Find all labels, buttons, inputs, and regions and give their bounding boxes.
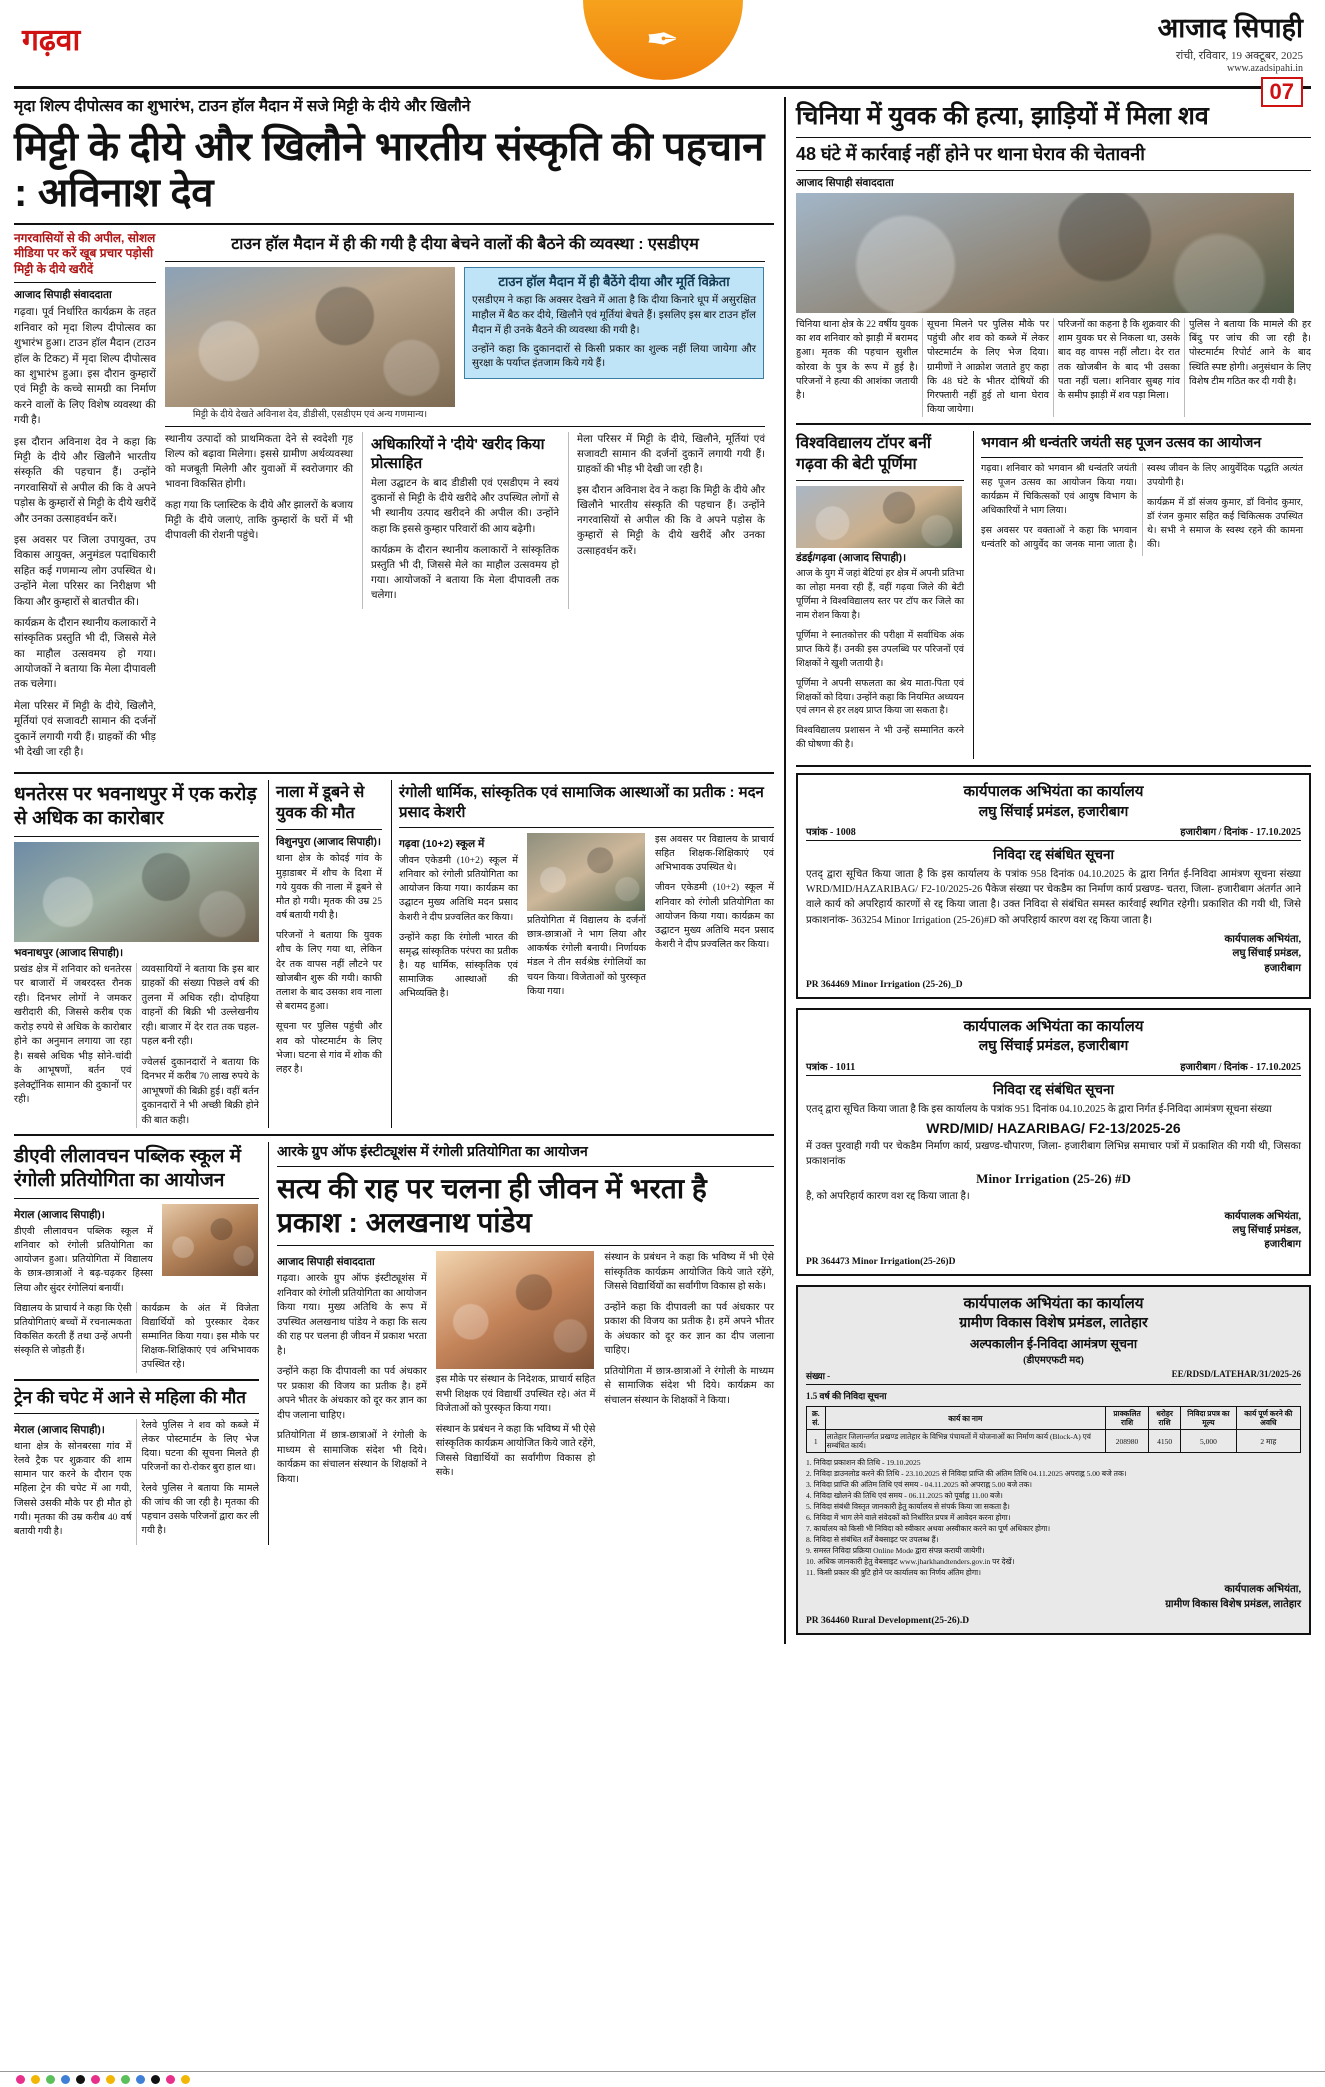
tender2-ref: पत्रांक - 1011 [806,1061,856,1073]
arke-para-3: प्रतियोगिता में छात्र-छात्राओं ने रंगोली के माध्यम से सामाजिक संदेश भी दिये। कार्यक्रम का संचालन संस्थान के शिक्षकों ने किया। [277,1430,427,1485]
lead-para-5: मेला परिसर में मिट्टी के दीये, खिलौने, मूर्तियां एवं सजावटी सामान की दर्जनों दुकानें लगायी गयी हैं। ग्राहकों की भीड़ भी देखी जा रही है। [14,700,156,759]
rangoli-headline: रंगोली धार्मिक, सांस्कृतिक एवं सामाजिक आस्थाओं का प्रतीक : मदन प्रसाद केशरी [399,784,764,821]
tender1-office-2: लघु सिंचाई प्रमंडल, हजारीबाग [978,802,1129,819]
arke-byline: आजाद सिपाही संवाददाता [277,1256,375,1269]
rangoli-para-4: इस अवसर पर विद्यालय के प्राचार्य सहित शिक्षक-शिक्षिकाएं एवं अभिभावक उपस्थित थे। [655,833,774,874]
note-8: 8. निविदा से संबंधित शर्तें वेबसाइट पर उपलब्ध हैं। [806,1535,939,1545]
vishwa-para-3: पूर्णिमा ने अपनी सफलता का श्रेय माता-पिता एवं शिक्षकों को दिया। उन्होंने कहा कि नियमित अध्ययन एवं लगन से हर लक्ष्य प्राप्त किया जा सकता है। [796,678,965,717]
th-4: निविदा प्रपत्र का मूल्य [1181,1407,1237,1430]
lead-para-2: इस दौरान अविनाश देव ने कहा कि मिट्टी के दीये और खिलौने भारतीय संस्कृति की पहचान हैं। उन्होंने नगरवासियों से अपील की कि वे अपने पड़ोस के कुम्हारों से मिट्टी के दीये खरीदें और उनका उत्साहवर्धन करें। [14,436,156,525]
note-2: 2. निविदा डाउनलोड करने की तिथि - 23.10.2025 से निविदा प्राप्ति की अंतिम तिथि 04.11.2025 अपराह्न 5.00 बजे तक। [806,1469,1127,1479]
vishwa-para-2: पूर्णिमा ने स्नातकोत्तर की परीक्षा में सर्वाधिक अंक प्राप्त किये हैं। उनकी इस उपलब्धि पर परिजनों एवं शिक्षकों ने खुशी जतायी है। [796,630,964,669]
tender-notice-table [796,1285,1311,1635]
arke-para-5: संस्थान के प्रबंधन ने कहा कि भविष्य में भी ऐसे सांस्कृतिक कार्यक्रम आयोजित किये जाते रहेंगे, जिससे विद्यार्थियों का सर्वांगीण विकास हो सके। [435,1423,596,1479]
tender2-pr: PR 364473 Minor Irrigation(25-26)D [806,1256,956,1267]
tender-notice-2 [796,1008,1311,1276]
registration-dot [61,2075,70,2084]
dhanteras-para-1: प्रखंड क्षेत्र में शनिवार को धनतेरस पर बाजारों में जबरदस्त रौनक रही। दिनभर लोगों ने जमकर खरीदारी की, जिससे करीब एक करोड़ रुपये से अधिक के कारोबार होने का अनुमान लगाया जा रहा है। सबसे अधिक भीड़ सोने-चांदी के आभूषणों, बर्तन एवं इलेक्ट्रॉनिक सामान की दुकानों पर रही। [14,963,132,1106]
note-9: 9. समस्त निविदा प्रक्रिया Online Mode द्वारा संपन्न करायी जायेगी। [806,1546,985,1556]
vishwa-para-4: विश्वविद्यालय प्रशासन ने भी उन्हें सम्मानित करने की घोषणा की है। [796,726,964,751]
train-para-1: थाना क्षेत्र के सोनबरसा गांव में रेलवे ट्रैक पर शुक्रवार की शाम सामान पार करने के दौरान एक महिला ट्रेन की चपेट में आ गयी, जिससे उसकी मौके पर ही मौत हो गयी। मृतका की उम्र करीब 40 वर्ष बतायी गयी है। [14,1440,132,1537]
rangoli-para-1: जीवन एकेडमी (10+2) स्कूल में शनिवार को रंगोली प्रतियोगिता का आयोजन किया गया। कार्यक्रम का उद्घाटन मुख्य अतिथि मदन प्रसाद केशरी ने दीप प्रज्वलित कर किया। [399,854,518,923]
dhanteras-para-2: व्यवसायियों ने बताया कि इस बार ग्राहकों की संख्या पिछले वर्ष की तुलना में अधिक रही। दोपहिया वाहनों की बिक्री भी उल्लेखनीय रही। बाजार में देर रात तक चहल-पहल बनी रही। [141,963,259,1048]
arke-para-4: इस मौके पर संस्थान के निदेशक, प्राचार्य सहित सभी शिक्षक एवं विद्यार्थी उपस्थित रहे। अंत में विजेताओं को पुरस्कृत किया गया। [435,1374,596,1415]
tender2-place-date: हजारीबाग / दिनांक - 17.10.2025 [1180,1061,1301,1073]
lead-tint-head: टाउन हॉल मैदान में ही बैठेंगे दीया और मूर्ति विक्रेता [498,273,730,289]
arke-para-2: उन्होंने कहा कि दीपावली का पर्व अंधकार पर प्रकाश की विजय का प्रतीक है। हमें अपने भीतर के अंधकार को दूर कर ज्ञान का दीप जलाना चाहिए। [277,1366,427,1421]
lead-third-head: अधिकारियों ने 'दीये' खरीद किया प्रोत्साहित [371,435,545,473]
registration-dot [151,2075,160,2084]
lead-byline: आजाद सिपाही संवाददाता [14,289,112,302]
chiniya-photo [796,193,1294,313]
lead-fourth-para-1: मेला परिसर में मिट्टी के दीये, खिलौने, मूर्तियां एवं सजावटी सामान की दर्जनों दुकानें लगायी गयी हैं। ग्राहकों की भीड़ भी देखी जा रही है। [577,433,765,476]
th-3: धरोहर राशि [1148,1407,1180,1430]
train-headline: ट्रेन की चपेट में आने से महिला की मौत [14,1387,246,1407]
td-0-2: 208980 [1106,1430,1149,1453]
registration-dot [106,2075,115,2084]
lead-side-para-1: स्थानीय उत्पादों को प्राथमिकता देने से स्वदेशी गृह शिल्प को बढ़ावा मिलेगा। इससे ग्रामीण अर्थव्यवस्था को मजबूती मिलेगी और युवाओं में स्वरोजगार की भावना विकसित होगी। [165,433,353,491]
arke-para-1: गढ़वा। आरके ग्रुप ऑफ इंस्टीट्यूशंस में शनिवार को रंगोली प्रतियोगिता का आयोजन किया गया। मुख्य अतिथि के रूप में उपस्थित अलखनाथ पांडेय ने कहा कि सत्य की राह पर चलना ही जीवन में प्रकाश भरता है। [277,1273,427,1357]
tender3-date-value: 1.5 वर्ष की निविदा सूचना [806,1391,887,1402]
th-5: कार्य पूर्ण करने की अवधि [1236,1407,1300,1430]
tender1-pr: PR 364469 Minor Irrigation (25-26)_D [806,979,963,990]
lower-row [14,1142,774,1545]
lead-para-4: कार्यक्रम के दौरान स्थानीय कलाकारों ने सांस्कृतिक प्रस्तुति भी दी, जिससे मेले का माहौल उत्सवमय हो गया। आयोजकों ने बताया कि मेला दीपावली तक चलेगा। [14,617,156,691]
td-0-5: 2 माह [1236,1430,1300,1453]
nala-headline: नाला में डूबने से युवक की मौत [276,784,365,822]
td-0-0: 1 [807,1430,826,1453]
masthead-title-block [1158,8,1303,107]
tender2-office-2: लघु सिंचाई प्रमंडल, हजारीबाग [978,1037,1129,1054]
masthead [14,0,1311,104]
dav-headline: डीएवी लीलावचन पब्लिक स्कूल में रंगोली प्रतियोगिता का आयोजन [14,1146,241,1191]
website-url: www.azadsipahi.in [1227,63,1303,74]
dav-photo [162,1204,258,1276]
story-chiniya [796,101,1311,417]
lead-photo-caption: मिट्टी के दीये देखते अविनाश देव, डीडीसी, एसडीएम एवं अन्य गणमान्य। [192,409,428,420]
dhanvantari-para-2: इस अवसर पर वक्ताओं ने कहा कि भगवान धन्वंतरि को आयुर्वेद का जनक माना जाता है। स्वस्थ जीवन के लिए आयुर्वेदिक पद्धति अत्यंत उपयोगी है। [981,464,1303,550]
arke-kicker: आरके ग्रुप ऑफ इंस्टीट्यूशंस में रंगोली प्रतियोगिता का आयोजन [277,1143,588,1160]
dhanvantari-para-1: गढ़वा। शनिवार को भगवान श्री धन्वंतरि जयंती सह पूजन उत्सव का आयोजन किया गया। कार्यक्रम में चिकित्सकों एवं आयुष विभाग के अधिकारियों ने भाग लिया। [981,464,1137,516]
main-column [14,97,774,1644]
story-dav [14,1142,259,1545]
tender-table [806,1406,1301,1453]
tender2-sign-3: हजारीबाग [1264,1239,1301,1251]
tender3-ref-label: संख्या - [806,1371,831,1382]
lead-third-para: मेला उद्घाटन के बाद डीडीसी एवं एसडीएम ने स्वयं दुकानों से मिट्टी के दीये खरीदे और उपस्थित लोगों से भी स्थानीय उत्पाद खरीदने की अपील की। उन्होंने कहा कि इससे कुम्हार परिवारों की आय बढ़ेगी। [371,478,559,535]
lead-para-1: गढ़वा। पूर्व निर्धारित कार्यक्रम के तहत शनिवार को मृदा शिल्प दीपोत्सव का शुभारंभ हुआ। टाउन हॉल मैदान (टाउन हॉल के टिकट) में मृदा शिल्प दीपोत्सव का शुभारंभ हुआ। इस दौरान कुम्हारों एवं मिट्टी के कच्चे सामग्री का निर्माण करने वालों के लिए विशेष व्यवस्था की गयी है। [14,307,156,427]
arke-para-8: प्रतियोगिता में छात्र-छात्राओं ने रंगोली के माध्यम से सामाजिक संदेश भी दिये। कार्यक्रम का संचालन संस्थान के शिक्षकों ने किया। [604,1365,774,1406]
registration-dot [31,2075,40,2084]
tender1-ref: पत्रांक - 1008 [806,826,856,838]
tender3-pr: PR 364460 Rural Development(25-26).D [806,1615,970,1626]
rangoli-para-2: उन्होंने कहा कि रंगोली भारत की समृद्ध सांस्कृतिक परंपरा का प्रतीक है। यह धार्मिक, सांस्कृतिक एवं सामाजिक आस्थाओं की अभिव्यक्ति है। [399,931,518,1000]
story-train [14,1387,259,1545]
nala-byline: विशुनपुरा (आजाद सिपाही)। [276,836,381,849]
tender1-sign-2: लघु सिंचाई प्रमंडल, [1232,948,1301,960]
tender1-place-date: हजारीबाग / दिनांक - 17.10.2025 [1180,826,1301,838]
tender3-subtitle: (डीएमएफटी मद) [1023,1355,1084,1367]
masthead-city-block [22,18,80,59]
dav-para-3: कार्यक्रम के अंत में विजेता विद्यार्थियों को पुरस्कार देकर सम्मानित किया गया। इस मौके पर शिक्षक-शिक्षिकाएं एवं अभिभावक उपस्थित रहे। [141,1302,259,1371]
tender3-ref-value: EE/RDSD/LATEHAR/31/2025-26 [1171,1369,1301,1380]
td-0-3: 4150 [1148,1430,1180,1453]
th-2: प्राक्कलित राशि [1106,1407,1149,1430]
vishwa-headline: विश्वविद्यालय टॉपर बनीं गढ़वा की बेटी पूर्णिमा [796,435,932,473]
tender2-body: एतद् द्वारा सूचित किया जाता है कि इस कार्यालय के पत्रांक 951 दिनांक 04.10.2025 के द्वारा निर्गत ई-निविदा आमंत्रण सूचना संख्या [806,1103,1272,1115]
tender1-body: एतद् द्वारा सूचित किया जाता है कि इस कार्यालय के पत्रांक 958 दिनांक 04.10.2025 के द्वारा निर्गत ई-निविदा आमंत्रण सूचना संख्या WRD/MID/HAZARIBAG/ F2-10/2025-26 पैकेज संख्या पर चेकडैम का निर्माण कार्य प्रखण्ड- चतरा, जिला- हजारीबाग अंतर्गत आने वाले कार्य को अपरिहार्य कारणों से रद्द किया जाता है। उक्त निविदा से संबंधित समस्त कार्रवाई स्थगित रहेगी। प्रकाशित की गयी थी, जिसे प्रकाशनांक- 363254 Minor Irrigation (25-26)#D को अपरिहार्य कारण वश रद्द किया जाता है। [806,868,1301,926]
nala-para-1: थाना क्षेत्र के कोदई गांव के मुड़ाडाबर में शौच के दिशा में गये युवक की नाला में डूबने से मौत हो गयी। मृतक की उम्र 25 वर्ष बतायी गयी है। [276,853,382,922]
page-number: 07 [1261,77,1303,107]
dhanvantari-para-3: कार्यक्रम में डॉ संजय कुमार, डॉ विनोद कुमार, डॉ रंजन कुमार सहित कई चिकित्सक उपस्थित थे। सभी ने समाज के स्वस्थ रहने की कामना की। [1147,498,1303,550]
vishwa-photo [796,486,962,548]
train-byline: मेराल (आजाद सिपाही)। [14,1423,105,1436]
tender2-code: WRD/MID/ HAZARIBAG/ F2-13/2025-26 [926,1119,1181,1136]
dav-para-1: डीएवी लीलावचन पब्लिक स्कूल में शनिवार को रंगोली प्रतियोगिता का आयोजन हुआ। प्रतियोगिता में विद्यालय के छात्र-छात्राओं ने बढ़-चढ़कर हिस्सा लिया और सुंदर रंगोलियां बनायीं। [14,1225,153,1294]
lead-third-para-2: कार्यक्रम के दौरान स्थानीय कलाकारों ने सांस्कृतिक प्रस्तुति भी दी, जिससे मेले का माहौल उत्सवमय हो गया। आयोजकों ने बताया कि मेला दीपावली तक चलेगा। [371,544,559,601]
tender2-title: निविदा रद्द संबंधित सूचना [993,1081,1114,1097]
tender2-body-3: है, को अपरिहार्य कारण वश रद्द किया जाता है। [806,1191,970,1203]
color-registration-bar [0,2071,1325,2087]
rangoli-para-3: प्रतियोगिता में विद्यालय के दर्जनों छात्र-छात्राओं ने भाग लिया और आकर्षक रंगोली बनायी। निर्णायक मंडल ने तीन सर्वश्रेष्ठ रंगोलियों का चयन किया। विजेताओं को पुरस्कृत किया गया। [527,914,646,997]
arke-headline: सत्य की राह पर चलना ही जीवन में भरता है प्रकाश : अलखनाथ पांडेय [277,1173,707,1239]
note-6: 6. निविदा में भाग लेने वाले संवेदकों को निर्धारित प्रपत्र में आवेदन करना होगा। [806,1513,1011,1523]
lead-subhead: टाउन हॉल मैदान में ही की गयी है दीया बेचने वालों की बैठने की व्यवस्था : एसडीएम [231,235,699,253]
lead-fourth-para-2: इस दौरान अविनाश देव ने कहा कि मिट्टी के दीये और खिलौने भारतीय संस्कृति की पहचान हैं। उन्होंने नगरवासियों से अपील की कि वे अपने पड़ोस के कुम्हारों से मिट्टी के दीये खरीदें और उनका उत्साहवर्धन करें। [577,485,765,557]
registration-dot [136,2075,145,2084]
tender3-office-1: कार्यपालक अभियंता का कार्यालय [963,1294,1144,1312]
dateline: रांची, रविवार, 19 अक्टूबर, 2025 [1175,50,1303,62]
dhanteras-photo [14,842,259,942]
story-dhanteras [14,780,259,1128]
fountain-pen-icon: ✒ [645,17,680,62]
registration-dot [46,2075,55,2084]
th-1: कार्य का नाम [825,1407,1106,1430]
td-0-4: 5,000 [1181,1430,1237,1453]
tender1-sign-3: हजारीबाग [1264,962,1301,974]
chiniya-byline: आजाद सिपाही संवाददाता [796,177,894,189]
chiniya-para-3: परिजनों का कहना है कि शुक्रवार की शाम युवक घर से निकला था, उसके बाद वह वापस नहीं लौटा। देर रात तक खोजबीन के बाद भी उसका पता नहीं चला। शनिवार सुबह गांव के समीप झाड़ी में शव पड़ा मिला। [1058,319,1180,401]
tender2-office-1: कार्यपालक अभियंता का कार्यालय [963,1017,1144,1035]
tender1-title: निविदा रद्द संबंधित सूचना [993,846,1114,862]
nala-para-2: परिजनों ने बताया कि युवक शौच के लिए गया था, लेकिन देर तक वापस नहीं लौटने पर खोजबीन शुरू की गयी। काफी तलाश के बाद उसका शव नाला से बरामद हुआ। [276,930,382,1013]
lead-para-3: इस अवसर पर जिला उपायुक्त, उप विकास आयुक्त, अनुमंडल पदाधिकारी सहित कई गणमान्य लोग उपस्थित थे। उन्होंने मेला परिसर का निरीक्षण भी किया और कुम्हारों से बातचीत की। [14,534,156,608]
train-para-2: रेलवे पुलिस ने शव को कब्जे में लेकर पोस्टमार्टम के लिए भेज दिया। घटना की सूचना मिलते ही परिजनों का रो-रोकर बुरा हाल था। [141,1419,259,1474]
dav-para-2: विद्यालय के प्राचार्य ने कहा कि ऐसी प्रतियोगिताएं बच्चों में रचनात्मकता विकसित करती हैं तथा उन्हें अपनी संस्कृति से जोड़ती हैं। [14,1302,132,1357]
note-11: 11. किसी प्रकार की त्रुटि होने पर कार्यालय का निर्णय अंतिम होगा। [806,1568,981,1578]
rangoli-para-5: जीवन एकेडमी (10+2) स्कूल में शनिवार को रंगोली प्रतियोगिता का आयोजन किया गया। कार्यक्रम का उद्घाटन मुख्य अतिथि मदन प्रसाद केशरी ने दीप प्रज्वलित कर किया। [655,882,774,951]
rangoli-byline: गढ़वा (10+2) स्कूल में [399,837,485,850]
note-5: 5. निविदा संबंधी विस्तृत जानकारी हेतु कार्यालय से संपर्क किया जा सकता है। [806,1502,1010,1512]
lead-headline: मिट्टी के दीये और खिलौने भारतीय संस्कृति की पहचान : अविनाश देव [14,124,765,216]
paper-title: आजाद सिपाही [1157,13,1303,43]
lead-tint-para-2: उन्होंने कहा कि दुकानदारों से किसी प्रकार का शुल्क नहीं लिया जायेगा और सुरक्षा के पर्याप्त इंतजाम किये गये हैं। [472,343,756,370]
city-name: गढ़वा [22,24,81,57]
lead-photo [165,267,455,407]
lead-tint-para-1: एसडीएम ने कहा कि अक्सर देखने में आता है कि दीया किनारे धूप में असुरक्षित माहौल में बैठ कर दीये, खिलौने एवं मूर्तियां बेचते हैं। इसलिए इस बार टाउन हॉल मैदान में ही उनके बैठने की व्यवस्था की गयी है। [472,294,756,336]
note-3: 3. निविदा प्राप्ति की अंतिम तिथि एवं समय - 04.11.2025 को अपराह्न 5.00 बजे तक। [806,1480,1033,1490]
lead-story [14,97,774,766]
lead-side-para-2: कहा गया कि प्लास्टिक के दीये और झालरों के बजाय मिट्टी के दीये जलाएं, ताकि कुम्हारों के घरों में भी दीपावली की रोशनी पहुंचे। [165,500,353,542]
dhanteras-byline: भवनाथपुर (आजाद सिपाही)। [14,946,124,959]
tender3-title: अल्पकालीन ई-निविदा आमंत्रण सूचना [969,1337,1138,1352]
chiniya-para-1: चिनिया थाना क्षेत्र के 22 वर्षीय युवक का शव शनिवार को झाड़ी में बरामद हुआ। मृतक की पहचान सुशील कोरवा के पुत्र के रूप में हुई है। परिजनों ने हत्या की आशंका जतायी है। [796,319,918,401]
dav-byline: मेराल (आजाद सिपाही)। [14,1208,105,1221]
note-1: 1. निविदा प्रकाशन की तिथि - 19.10.2025 [806,1458,921,1468]
right-column [784,97,1311,1644]
mid-story-row [14,780,774,1128]
story-dhanvantari [973,431,1303,759]
tender2-sign-1: कार्यपालक अभियंता, [1224,1210,1301,1222]
registration-dot [16,2075,25,2084]
story-vishwavidyalaya [796,431,964,759]
note-4: 4. निविदा खोलने की तिथि एवं समय - 06.11.2025 को पूर्वाह्न 11.00 बजे। [806,1491,1003,1501]
arke-para-7: उन्होंने कहा कि दीपावली का पर्व अंधकार पर प्रकाश की विजय का प्रतीक है। हमें अपने भीतर के अंधकार को दूर कर ज्ञान का दीप जलाना चाहिए। [604,1301,774,1357]
note-7: 7. कार्यालय को किसी भी निविदा को स्वीकार अथवा अस्वीकार करने का पूर्ण अधिकार होगा। [806,1524,1051,1534]
masthead-logo [583,0,743,80]
registration-dot [76,2075,85,2084]
registration-dot [121,2075,130,2084]
train-para-3: रेलवे पुलिस ने बताया कि मामले की जांच की जा रही है। मृतका की पहचान उसके परिजनों द्वारा कर ली गयी है। [141,1482,259,1537]
vishwa-para-1: आज के युग में जहां बेटियां हर क्षेत्र में अपनी प्रतिभा का लोहा मनवा रही हैं, वहीं गढ़वा जिले की बेटी पूर्णिमा ने विश्वविद्यालय स्तर पर टॉप कर जिले का नाम रोशन किया है। [796,569,964,621]
rangoli-photo [527,833,645,911]
right-mid-row [796,431,1311,759]
dhanteras-para-3: ज्वेलर्स दुकानदारों ने बताया कि दिनभर में करीब 70 लाख रुपये के आभूषणों की बिक्री हुई। वहीं बर्तन दुकानदारों ने भी अच्छी बिक्री होने की बात कही। [141,1056,259,1126]
table-row [807,1430,1301,1453]
arke-para-6: संस्थान के प्रबंधन ने कहा कि भविष्य में भी ऐसे सांस्कृतिक कार्यक्रम आयोजित किये जाते रहेंगे, जिससे विद्यार्थियों का सर्वांगीण विकास हो सके। [604,1252,774,1293]
registration-dot [181,2075,190,2084]
chiniya-subhead: 48 घंटे में कार्रवाई नहीं होने पर थाना घेराव की चेतावनी [796,143,1145,164]
story-rangoli [391,780,774,1128]
chiniya-para-4: पुलिस ने बताया कि मामले की हर बिंदु पर जांच की जा रही है। पोस्टमार्टम रिपोर्ट आने के बाद स्थिति स्पष्ट होगी। अनुसंधान के लिए विशेष टीम गठित कर दी गयी है। [1189,319,1311,387]
table-header-row [807,1407,1301,1430]
tender1-sign-1: कार्यपालक अभियंता, [1224,934,1301,945]
tender2-body-2: में उक्त पुरवाही गयी पर चेकडैम निर्माण कार्य, प्रखण्ड-चौपारण, जिला- हजारीबाग लिभिन्न समाचार पत्रों में प्रकाशित की गयी थी, जिसका प्रकाशनांक [806,1140,1301,1168]
lead-tint-box [464,267,764,380]
registration-dot [166,2075,175,2084]
tender3-sign-1: कार्यपालक अभियंता, [1224,1584,1301,1596]
dhanteras-headline: धनतेरस पर भवनाथपुर में एक करोड़ से अधिक का कारोबार [14,784,257,830]
td-0-1: लातेहार जिलान्तर्गत प्रखण्ड लातेहार के विभिन्न पंचायतों में योजनाओं का निर्माण कार्य (Block-A) एवं सम्बंधित कार्य। [825,1430,1106,1453]
story-nala [268,780,382,1128]
lead-kicker: मृदा शिल्प दीपोत्सव का शुभारंभ, टाउन हॉल मैदान में सजे मिट्टी के दीये और खिलौने [14,98,471,115]
note-10: 10. अधिक जानकारी हेतु वेबसाइट www.jharkhandtenders.gov.in पर देखें। [806,1557,1015,1567]
chiniya-headline: चिनिया में युवक की हत्या, झाड़ियों में मिला शव [796,102,1209,130]
arke-photo [436,1251,594,1369]
tender3-office-2: ग्रामीण विकास विशेष प्रमंडल, लातेहार [959,1314,1148,1331]
th-0: क्र. सं. [807,1407,826,1430]
tender2-sign-2: लघु सिंचाई प्रमंडल, [1232,1225,1301,1236]
registration-dot [91,2075,100,2084]
tender-notice-1 [796,773,1311,999]
story-arke [268,1142,774,1545]
dhanvantari-headline: भगवान श्री धन्वंतरि जयंती सह पूजन उत्सव का आयोजन [981,434,1262,451]
tender1-office-1: कार्यपालक अभियंता का कार्यालय [963,783,1144,801]
chiniya-para-2: सूचना मिलने पर पुलिस मौके पर पहुंची और शव को कब्जे में लेकर पोस्टमार्टम के लिए भेज दिया। ग्रामीणों ने आक्रोश जताते हुए कहा कि 48 घंटे के भीतर दोषियों की गिरफ्तारी नहीं हुई तो थाना घेराव किया जायेगा। [927,319,1049,416]
tender3-sign-2: ग्रामीण विकास विशेष प्रमंडल, लातेहार [1165,1598,1301,1610]
tender2-code-2: Minor Irrigation (25-26) #D [976,1171,1131,1187]
lead-sidebar-kicker: नगरवासियों से की अपील, सोशल मीडिया पर करें खूब प्रचार पड़ोसी मिट्टी के दीये खरीदें [14,230,156,276]
nala-para-3: सूचना पर पुलिस पहुंची और शव को पोस्टमार्टम के लिए भेजा। घटना से गांव में शोक की लहर है। [276,1021,382,1075]
vishwa-dateline: डंडई/गढ़वा (आजाद सिपाही)। [796,552,907,565]
tender3-notes [806,1457,1301,1578]
